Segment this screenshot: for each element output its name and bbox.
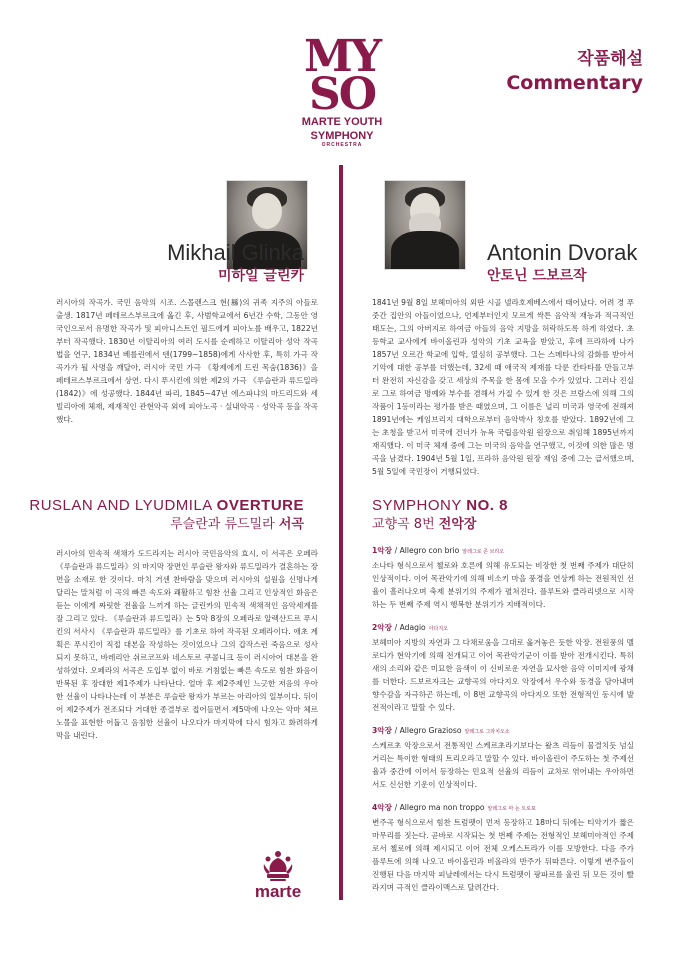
glinka-name-kr: 미하일 글린카 <box>217 268 304 284</box>
movement-title: 3악장 / Allegro Grazioso 알레그로 그라치오소 <box>372 726 510 735</box>
movement-3 <box>372 724 634 791</box>
ruslan-heading <box>29 496 304 534</box>
ruslan-description: 러시아의 민속적 색채가 도드라지는 러시아 국민음악의 효시, 이 서곡은 오페라 《루슬란과 류드밀라》의 마지막 장면인 루슬란 왕자와 류드밀라가 결혼하는 장면을 소재로 한 것이다. 마치 거센 찬바람을 맞으며 러시아의 설원을 신명나게 달리는 말처럼 이 곡의 빠른 속도와 쾌활하고 힘찬 선율 그리고 인상적인 화음은 듣는 이에게 짜릿한 전율을 느끼게 하는 글린카의 민속적 색채적인 음악세계를 잘 그리고 있다. 《루슬란과 류드밀라》는 5막 8장의 오페라로 알렉산드르 푸시킨의 서사시 《루슬란과 류드밀라》를 기초로 하여 작곡된 오페라이다. 애초 계획은 푸시킨이 직접 대본을 작성하는 것이었으나 그의 갑작스런 죽음으로 성사되지 못하고, 바레리안 쉬르코프와 네스토르 쿠콜니크 등이 러시아어 대본을 완성하였다. 오페라의 서곡은 도입부 없이 바로 거침없는 빠른 속도로 힘찬 화음이 반복된 후 장대한 제1주제가 나타난다. 얼마 후 제2주제인 느긋한 저음의 우아한 선율이 나타나는데 이 부분은 루슬란 왕자가 부르는 아리아의 일부이다. 뒤이어 제2주제가 전조되다 거대한 종결부로 접어들면서 제5막에 나오는 악마 체르노몰을 표현한 어둡고 음침한 선율이 나오다가 마지막에 다시 힘차고 화려하게 막을 내린다. <box>56 549 318 740</box>
logo-mark-line1: MY <box>303 31 381 82</box>
movement-title: 1악장 / Allegro con brio 알레그로 콘 브리오 <box>372 546 505 555</box>
header-title-kr: 작품해설 <box>577 49 643 69</box>
dvorak-portrait-image <box>384 180 466 270</box>
ruslan-title-kr-bold: 서곡 <box>278 517 304 532</box>
glinka-bio: 러시아의 작곡가. 국민 음악의 시조. 스몰렌스크 현(縣)의 귀족 지주의 아들로 출생. 1817년 페테르스부르크에 옮긴 후, 사범학교에서 6년간 수학, 그동안 영국인으로서 유명한 작곡가 및 피아니스트인 필드에게 피아노를 배우고, 1822년부터 작곡했다. 1830년 이탈리아의 여러 도시를 순례하고 이탈리아 성악 작곡법을 연구, 1834년 베를린에서 덴(1799~1858)에게 사사한 후, 특히 가극 작곡가가 될 사명을 깨달아, 러시아 국민 가극 《황제에게 드린 목숨(1836)》을 페테르스부르크에서 상연. 다시 푸시킨에 의한 제2의 가극 《루슬란과 류드밀라(1842)》에 성공했다. 1844년 파리, 1845~47년 에스파냐의 마드리드와 세빌리아에 체재, 제재적인 관현악곡 외에 피아노곡 · 실내악곡 · 성악곡 등을 작곡했다. <box>56 298 318 424</box>
ruslan-title-kr-light: 루슬란과 류드밀라 <box>170 517 275 532</box>
movement-2 <box>372 621 634 714</box>
logo-name-line3: ORCHESTRA <box>321 142 363 148</box>
ruslan-title-en-bold: OVERTURE <box>216 497 304 514</box>
header-title-en: Commentary <box>506 72 643 94</box>
footer-brand-text: marte <box>254 882 302 901</box>
movement-title: 2악장 / Adagio 아다지오 <box>372 623 449 632</box>
ruslan-title-en-light: RUSLAN AND LYUDMILA <box>29 497 212 514</box>
symphony-title-en-bold: NO. 8 <box>466 497 508 514</box>
symphony-title-kr <box>372 516 508 534</box>
dvorak-name-kr: 안토닌 드보르작 <box>487 268 587 284</box>
page-header <box>506 48 643 96</box>
movement-text: 보헤미아 지방의 자연과 그 다채로움을 그대로 옮겨놓은 듯한 악장. 전원풍의 멜로디가 현악기에 의해 전개되고 이어 목관악기군이 이를 받아 전개시킨다. 특히 새의 소리와 같은 미묘한 음색이 이 신비로운 자연을 묘사한 음악 이미지에 광채를 더한다. 드보르자크는 교향곡의 아다지오 악장에서 우수와 동경을 담아내며 향수감을 자극하곤 하는데, 이 8번 교향곡의 아다지오 또한 전형적인 동시에 발전적이라고 말할 수 있다. <box>372 638 634 712</box>
center-divider <box>339 165 343 900</box>
logo-name-line1: MARTE YOUTH <box>301 116 383 128</box>
symphony-title-en-light: SYMPHONY <box>372 497 462 514</box>
movement-title: 4악장 / Allegro ma non troppo 알레그로 마 논 트로포 <box>372 803 536 812</box>
symphony-title-kr-bold: 전악장 <box>438 517 477 532</box>
crown-emblem-icon <box>258 850 298 882</box>
symphony-heading <box>372 496 508 534</box>
movement-text: 소나타 형식으로서 첼로와 호른에 의해 유도되는 비장한 첫 번째 주제가 대단히 인상적이다. 이어 목관악기에 의해 비소키 마을 풍경을 연상케 하는 전원적인 선율이 흘러나오며 축제 분위기의 주제가 펼쳐진다. 플루트와 클라리넷으로 시작하는 두 번째 주제 역시 행복한 분위기가 지배적이다. <box>372 561 634 609</box>
ruslan-title-kr <box>29 516 304 534</box>
movement-text: 변주곡 형식으로서 힘찬 트럼펫이 먼저 등장하고 18마디 뒤에는 티악기가 짧은 마무리를 짓는다. 곧바로 시작되는 첫 번째 주제는 전형적인 보헤미아적인 주제로서 첼로에 의해 제시되고 이어 전체 오케스트라가 이를 모방한다. 다음 주가 플루트에 의해 나오고 바이올린과 비올라의 반주가 뒤따른다. 이렇게 변주들이 진행된 다음 마지막 피날레에서는 다시 트럼펫이 팡파르를 울린 뒤 모든 것이 빨라지며 극적인 클라이맥스로 달려간다. <box>372 818 634 892</box>
glinka-name-en: Mikhail Glinka <box>167 240 304 265</box>
symphony-title-en <box>372 496 508 516</box>
movement-4 <box>372 801 634 894</box>
dvorak-name-en: Antonin Dvorak <box>487 240 638 265</box>
logo-name-line2: SYMPHONY <box>310 130 374 142</box>
symphony-title-kr-light: 교향곡 8번 <box>372 517 435 532</box>
glinka-heading <box>167 240 304 286</box>
dvorak-bio: 1841년 9월 8일 보헤미아의 외딴 시골 넬라호제베스에서 태어났다. 어려 경 푸줏간 집안의 아들이었으나, 언제부터인지 모르게 싹튼 음악적 재능과 적극적인 태도는, 그의 아버지로 하여금 아들의 음악 지망을 허락하도록 하게 하였다. 초등학교 교사에게 바이올린과 성악의 기초 교육을 받았고, 후에 프라하에 나가 1857년 오르간 학교에 입학, 열심히 공부했다. 그는 스메타나의 감화를 받아서 기악에 대한 공부를 더했는데, 32세 때 애국적 제재를 다룬 칸타타를 만들고부터 완전히 자신감을 갖고 세상의 주목을 한 몸에 모을 수가 있었다. 그러나 진실로 그로 하여금 명예와 부수를 겸해서 가질 수 있게 한 것은 브람스에 의해 그의 작품이 1등이라는 평가를 받은 때였으며, 그 이름은 널리 미국과 영국에 전해져 1891년에는 케임브리지 대학으로부터 음악박사 칭호를 받았다. 1892년에 그는 초청을 받고서 미국에 건너가 뉴욕 국립음악원 원장으로 취임해 1895년까지 재직했다. 이 미국 체재 중에 그는 미국의 음악을 연구했고, 이것에 의한 많은 명곡을 남겼다. 1904년 5월 1일, 프라하 음악원 원장 재임 중에 그는 급서했으며, 5월 5일에 국민장이 거행되었다. <box>372 298 634 476</box>
movement-text: 스케르초 악장으로서 전통적인 스케르초라기보다는 왈츠 리듬이 물결치듯 넘실거리는 특이한 형태의 트리오라고 말할 수 있다. 바이올린이 주도하는 첫 주제선율과 중간에 이어서 등장하는 민요적 선율의 리듬이 교차로 엮어내는 우아하면서도 신선한 기운이 인상적이다. <box>372 741 634 789</box>
symphony-movements <box>372 544 634 904</box>
movement-1 <box>372 544 634 611</box>
myso-logo <box>296 31 388 149</box>
ruslan-title-en <box>29 496 304 516</box>
marte-footer-logo <box>248 850 308 901</box>
dvorak-heading <box>487 240 637 286</box>
logo-mark <box>300 31 384 120</box>
logo-mark-line2: SO <box>308 69 376 120</box>
